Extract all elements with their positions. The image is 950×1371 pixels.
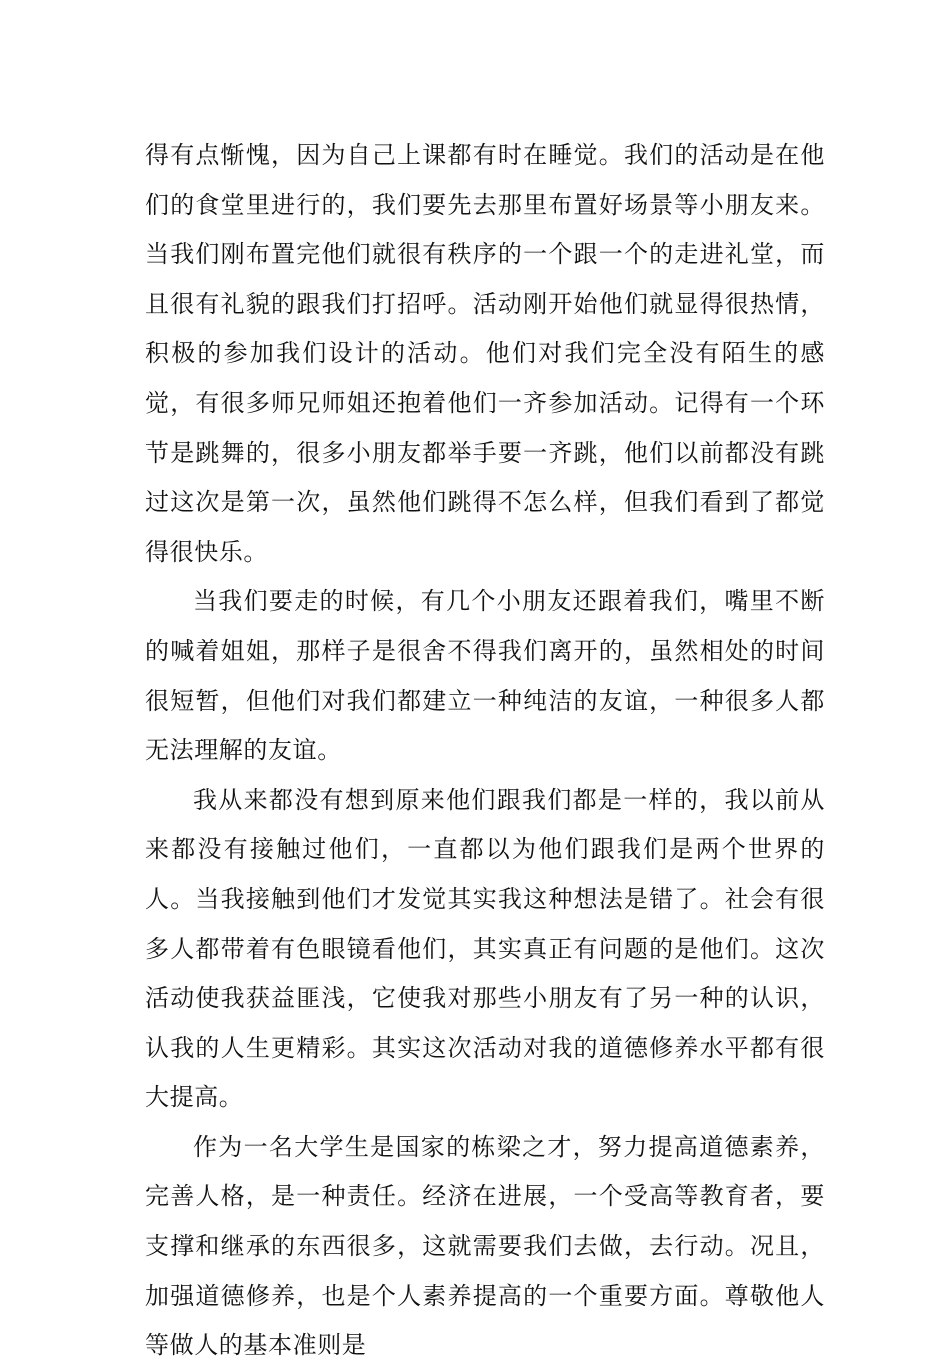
paragraph-reflection: 我从来都没有想到原来他们跟我们都是一样的，我以前从来都没有接触过他们，一直都以为他们跟我们是两个世界的人。当我接触到他们才发觉其实我这种想法是错了。社会有很多人都带着有色眼镜看他们，其实真正有问题的是他们。这次活动使我获益匪浅，它使我对那些小朋友有了另一种的认识，认我的人生更精彩。其实这次活动对我的道德修养水平都有很大提高。 [145,785,825,1112]
paragraph-continued: 得有点惭愧，因为自己上课都有时在睡觉。我们的活动是在他们的食堂里进行的，我们要先去那里布置好场景等小朋友来。当我们刚布置完他们就很有秩序的一个跟一个的走进礼堂，而且很有礼貌的跟我们打招呼。活动刚开始他们就显得很热情，积极的参加我们设计的活动。他们对我们完全没有陌生的感觉，有很多师兄师姐还抱着他们一齐参加活动。记得有一个环节是跳舞的，很多小朋友都举手要一齐跳，他们以前都没有跳过这次是第一次，虽然他们跳得不怎么样，但我们看到了都觉得很快乐。 [145,141,825,566]
paragraph-farewell: 当我们要走的时候，有几个小朋友还跟着我们，嘴里不断的喊着姐姐，那样子是很舍不得我们离开的，虽然相处的时间很短暂，但他们对我们都建立一种纯洁的友谊，一种很多人都无法理解的友谊。 [145,587,825,765]
paragraph-responsibility: 作为一名大学生是国家的栋梁之才，努力提高道德素养，完善人格，是一种责任。经济在进展，一个受高等教育者，要支撑和继承的东西很多，这就需要我们去做，去行动。况且，加强道德修养，也是个人素养提高的一个重要方面。尊敬他人等做人的基本准则是 [145,1132,825,1360]
document-body [145,131,825,1371]
